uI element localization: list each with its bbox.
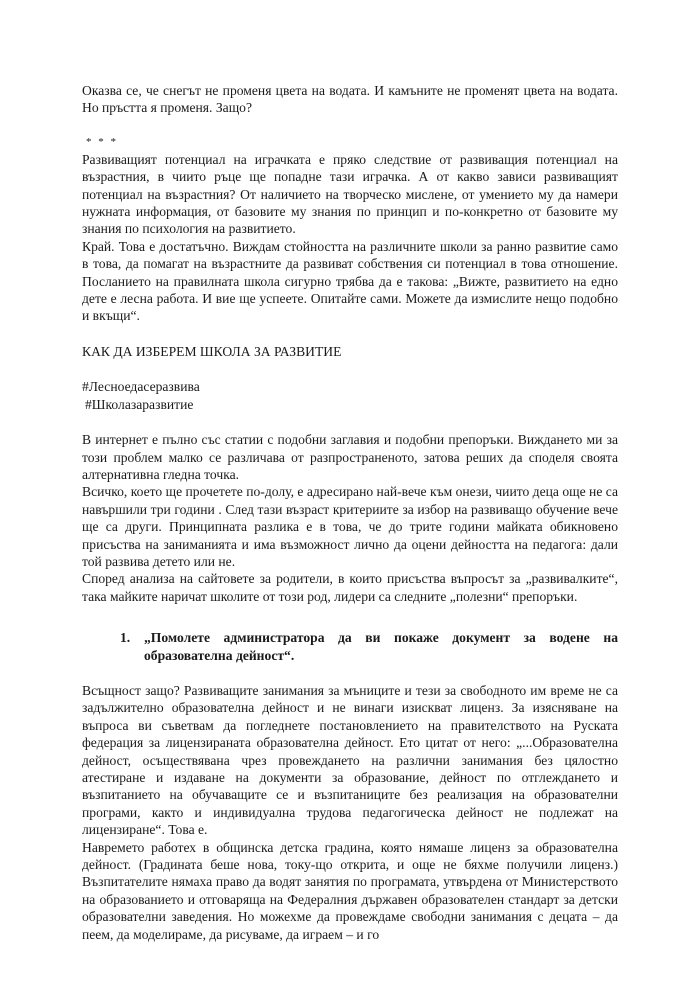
document-page	[82, 82, 618, 943]
hashtag-2: #Школазаразвитие	[85, 396, 194, 412]
list-number: 1.	[120, 630, 131, 646]
hashtag-1: #Лесноедасеразвива	[82, 379, 200, 395]
paragraph-potential: Развиващият потенциал на играчката е пряко следствие от развиващия потенциал на възрастния, в чиито ръце ще попадне тази играчка. А от какво зависи развиващият потенциал на възрастния? От наличието на творческо мислене, от умението му да намери нужната информация, от базовите му знания по принцип и по-конкретно от базовите му знания по психология на развитието.	[82, 151, 618, 237]
paragraph-audience: Всичко, което ще прочетете по-долу, е адресирано най-вече към онези, чиито деца още не са навършили три години . След тази възраст критериите за избор на развиващо обучение вече ще са други. Принципната разлика е в това, че до трите години майката обикновено присъства на заниманията и има възможност лично да оцени дейността на педагога: дали той развива детето или не.	[82, 484, 618, 569]
list-item-text: „Помолете администратора да ви покаже документ за водене на образователна дейност“.	[144, 630, 618, 663]
section-heading: КАК ДА ИЗБЕРЕМ ШКОЛА ЗА РАЗВИТИЕ	[82, 343, 342, 359]
paragraph-end: Край. Това е достатъчно. Виждам стойността на различните школи за ранно развитие само в това, да помагат на възрастните да развиват собствения си потенциал в това отношение. Посланието на правилната школа сигурно трябва да е такова: „Вижте, развитието на едно дете е лесна работа. И вие ще успеете. Опитайте сами. Можете да измислите нещо подобно и вкъщи“.	[82, 238, 618, 324]
paragraph-license: Всъщност защо? Развиващите занимания за мъниците и тези за свободното им време не са задължително образователна дейност и не винаги изискват лиценз. За изясняване на въпроса ви съветвам да погледнете постановлението на правителството на Руската федерация за лицензираната образователна дейност. Ето цитат от него: „...Образователна дейност, осъществявана чрез провеждането на различни занимания без цялостно атестиране и издаване на документи за образование, дейност по отглеждането и възпитанието на обучаващите се и възпитаниците без реализация на образователни програми, както и индивидуална трудова педагогическа дейност не подлежат на лицензиране“. Това е.	[82, 682, 618, 838]
paragraph-internet: В интернет е пълно със статии с подобни заглавия и подобни препоръки. Виждането ми за този проблем малко се различава от разпространеното, затова реших да споделя своята алтернативна гледна точка.	[82, 432, 618, 482]
paragraph-analysis: Според анализа на сайтовете за родители, в които присъства въпросът за „развивалките“, така майките наричат школите от този род, лидери са следните „полезни“ препоръки.	[82, 571, 618, 604]
paragraph-intro: Оказва се, че снегът не променя цвета на водата. И камъните не променят цвета на водата. Но пръстта я променя. Защо?	[82, 83, 618, 116]
numbered-list-item-1	[120, 629, 618, 664]
spacer	[82, 664, 618, 682]
spacer	[82, 325, 618, 343]
section-separator: * * *	[86, 135, 118, 148]
spacer	[82, 605, 618, 623]
spacer	[82, 117, 618, 134]
spacer	[82, 360, 618, 378]
spacer	[82, 413, 618, 431]
paragraph-kindergarten: Навремето работех в общинска детска градина, която нямаше лиценз за образователна дейност. (Градината беше нова, току-що открита, и още не бяхме получили лиценз.) Възпитателите нямаха право да водят занятия по програмата, утвърдена от Министерството на образованието и отговаряща на Федералния държавен образователен стандарт за детски образователни заведения. Но можехме да провеждаме свободни занимания с децата – да пеем, да моделираме, да рисуваме, да играем – и го	[82, 839, 618, 942]
